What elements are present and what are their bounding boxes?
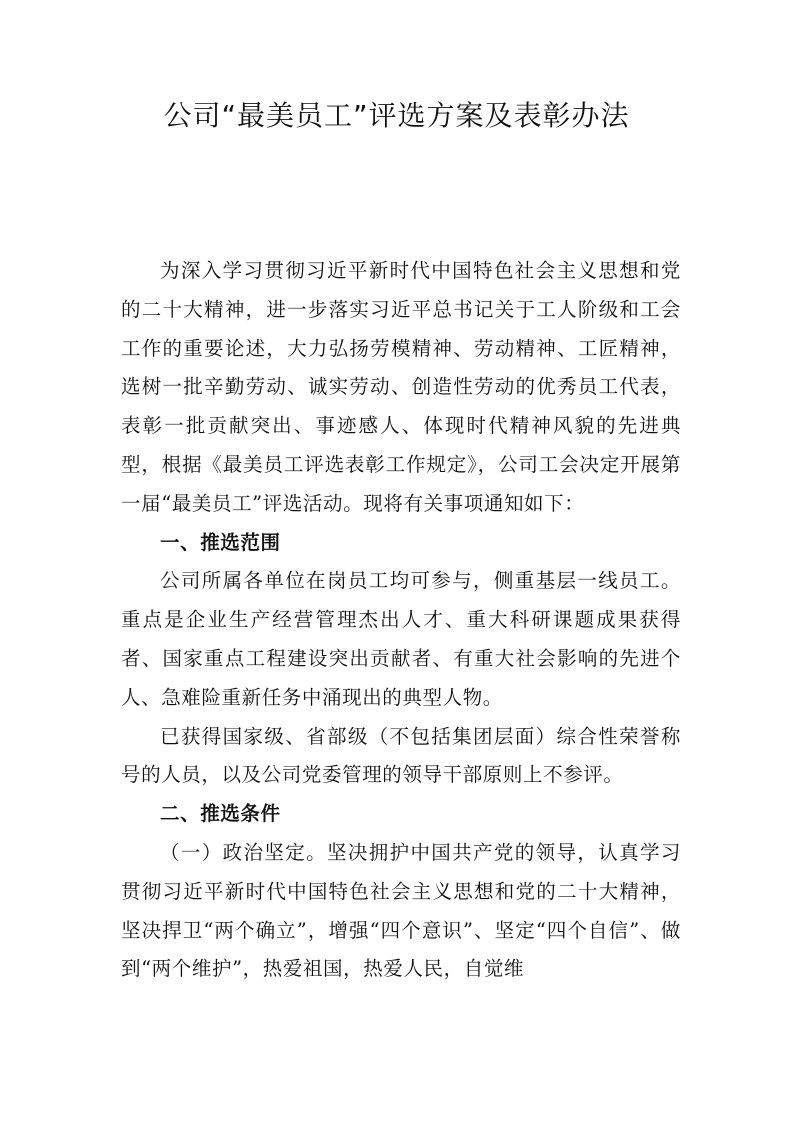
conditions-paragraph-1: （一）政治坚定。坚决拥护中国共产党的领导，认真学习贯彻习近平新时代中国特色社会主义思想和党的二十大精神，坚决捍卫“两个确立”，增强“四个意识”、坚定“四个自信”、做到“两个维护”，热爱祖国，热爱人民，自觉维 [121,840,681,981]
scope-paragraph-2: 已获得国家级、省部级（不包括集团层面）综合性荣誉称号的人员，以及公司党委管理的领导干部原则上不参评。 [121,724,681,787]
scope-paragraph-1: 公司所属各单位在岗员工均可参与，侧重基层一线员工。重点是企业生产经营管理杰出人才、重大科研课题成果获得者、国家重点工程建设突出贡献者、有重大社会影响的先进个人、急难险重新任务中涌现出的典型人物。 [121,569,681,709]
document-title: 公司“最美员工”评选方案及表彰办法 [163,99,630,132]
intro-paragraph: 为深入学习贯彻习近平新时代中国特色社会主义思想和党的二十大精神，进一步落实习近平总书记关于工人阶级和工会工作的重要论述，大力弘扬劳模精神、劳动精神、工匠精神，选树一批辛勤劳动、诚实劳动、创造性劳动的优秀员工代表，表彰一批贡献突出、事迹感人、体现时代精神风貌的先进典型，根据《最美员工评选表彰工作规定》，公司工会决定开展第一届“最美员工”评选活动。现将有关事项通知如下： [121,259,681,515]
section-heading-scope: 一、推选范围 [160,530,281,554]
section-heading-conditions: 二、推选条件 [160,802,281,826]
document-body [121,252,681,989]
